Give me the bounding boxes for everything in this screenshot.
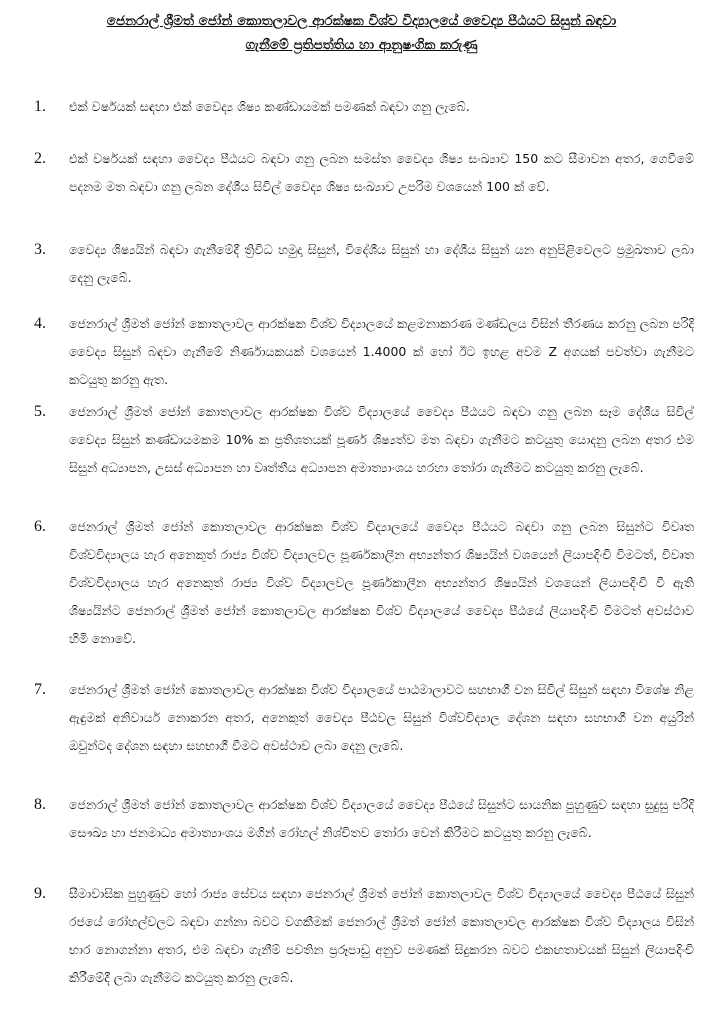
title-line-2: ගැනීමේ ප්‍රතිපත්තිය හා ආනුෂංගික කරුණු xyxy=(245,37,478,53)
item-text: ජෙනරාල් ශ්‍රීමත් ජෝන් කොතලාවල ආරක්ෂක විශ්ව විද්‍යාලයේ පාඨමාලාවට සහභාගී වන සිවිල් සිසුන් සඳහා විශේෂ නිළ ඇඳුමක් අනිවාර්ය නොකරන අතර, අනෙකුත් වෛද්‍ය පීඨවල සිසුන් විශ්වවිද්‍යාල දේශන සඳහා සහභාගී වන අයුරින් ඔවුන්ටද දේශන සඳහා සහභාගී වීමට අවස්ථාව ලබා දෙනු ලැබේ. xyxy=(69,682,694,753)
title-line-1: ජෙනරාල් ශ්‍රීමත් ජෝන් කොතලාවල ආරක්ෂක විශ්ව විද්‍යාලයේ වෛද්‍ය පීඨයට සිසුන් බඳවා xyxy=(106,13,617,29)
item-number: 1. xyxy=(34,98,46,115)
item-text: සීමාවාසික පුහුණුව හෝ රාජ්‍ය සේවය සඳහා ජෙනරාල් ශ්‍රීමත් ජෝන් කොතලාවල විශ්ව විද්‍යාලයේ වෛද්‍ය පීඨයේ සිසුන් රජයේ රෝහල්වලට බඳවා ගන්නා බවට වගකීමක් ජෙනරාල් ශ්‍රීමත් ජෝන් කොතලාවල ආරක්ෂක විශ්ව විද්‍යාලය විසින් භාර නොගන්නා අතර, එම බඳවා ගැනීම් පවතින ප්‍රරූපාඩු අනුව පමණක් සිදුකරන බවට එකඟතාවයක් සිසුන් ලියාපදිංචි කිරීමේදී ලබා ගැනීමට කටයුතු කරනු ලැබේ. xyxy=(69,886,694,985)
item-text: ජෙනරාල් ශ්‍රීමත් ජෝන් කොතලාවල ආරක්ෂක විශ්ව විද්‍යාලයේ කළමනාකරණ මණ්ඩලය විසින් තීරණය කරනු ලබන පරිදි වෛද්‍ය සිසුන් බඳවා ගැනීමේ නිර්ණායකයක් වශයෙන් 1.4000 ක් හෝ ඊට ඉහළ අවම Z අගයක් පවත්වා ගැනීමට කටයුතු කරනු ඇත. xyxy=(69,316,694,387)
item-number: 7. xyxy=(34,681,46,698)
item-number: 6. xyxy=(34,518,46,535)
item-number: 9. xyxy=(34,885,46,902)
item-number: 4. xyxy=(34,315,46,332)
item-number: 2. xyxy=(34,150,46,167)
item-text: ජෙනරාල් ශ්‍රීමත් ජෝන් කොතලාවල ආරක්ෂක විශ්ව විද්‍යාලයේ වෛද්‍ය පීඨයට බඳවා ගනු ලබන සෑම දේශීය සිවිල් වෛද්‍ය සිසුන් කණ්ඩායමකම 10% ක ප්‍රතිශතයක් පූර්ණ ශිෂ්‍යත්ව මත බඳවා ගැනීමට කටයුතු යොදනු ලබන අතර එම සිසුන් අධ්‍යාපන, උසස් අධ්‍යාපන හා වෘත්තීය අධ්‍යාපන අමාත්‍යාංශය හරහා තෝරා ගැනීමට කටයුතු කරනු ලැබේ. xyxy=(69,404,694,475)
item-number: 8. xyxy=(34,796,46,813)
item-number: 3. xyxy=(34,241,46,258)
item-text: එක් වර්ෂයක් සඳහා එක් වෛද්‍ය ශිෂ්‍ය කණ්ඩායමක් පමණක් බඳවා ගනු ලැබේ. xyxy=(69,99,470,114)
item-text: එක් වර්ෂයක් සඳහා වෛද්‍ය පීඨයට බඳවා ගනු ලබන සමස්ත වෛද්‍ය ශිෂ්‍ය සංඛ්‍යාව 150 කට සීමාවන අතර, ගෙවීමේ පදනම මත බඳවා ගනු ලබන දේශීය සිවිල් වෛද්‍ය ශිෂ්‍ය සංඛ්‍යාව උපරිම වශයෙන් 100 ක් වේ. xyxy=(69,151,694,194)
item-text: ජෙනරාල් ශ්‍රීමත් ජෝන් කොතලාවල ආරක්ෂක විශ්ව විද්‍යාලයේ වෛද්‍ය පීඨයට බඳවා ගනු ලබන සිසුන්ට විවෘත විශ්වවිද්‍යාලය හැර අනෙකුත් රාජ්‍ය විශ්ව විද්‍යාලවල පූර්ණකාලීන අභ්‍යන්තර ශිෂ්‍යයින් වශයෙන් ලියාපදිංචි වීමටත්, විවෘත විශ්වවිද්‍යාලය හැර අනෙකුත් රාජ්‍ය විශ්ව විද්‍යාලවල පූර්ණකාලීන අභ්‍යන්තර ශිෂ්‍යයින් වශයෙන් ලියාපදිංචි වී ඇති ශිෂ්‍යයින්ට ජෙනරාල් ශ්‍රීමත් ජෝන් කොතලාවල ආරක්ෂක විශ්ව විද්‍යාලයේ වෛද්‍ය පීඨයේ ලියාපදිංචි වීමටත් අවස්ථාව හිමි නොවේ. xyxy=(69,519,694,646)
item-text: වෛද්‍ය ශිෂ්‍යයින් බඳවා ගැනීමේදී ත්‍රිවිධ හමුදා සිසුන්, විදේශීය සිසුන් හා දේශීය සිසුන් යන අනුපිළිවෙලට ප්‍රමුඛතාව ලබා දෙනු ලැබේ. xyxy=(69,242,694,285)
item-text: ජෙනරාල් ශ්‍රීමත් ජෝන් කොතලාවල ආරක්ෂක විශ්ව විද්‍යාලයේ වෛද්‍ය පීඨයේ සිසුන්ට සායනික පුහුණුව සඳහා සුදුසු පරිදි සෞඛ්‍ය හා ජනමාධ්‍ය අමාත්‍යාංශය මගින් රෝහල් නිශ්චිතව තෝරා වෙන් කිරීමට කටයුතු කරනු ලැබේ. xyxy=(69,797,694,840)
item-number: 5. xyxy=(34,403,46,420)
